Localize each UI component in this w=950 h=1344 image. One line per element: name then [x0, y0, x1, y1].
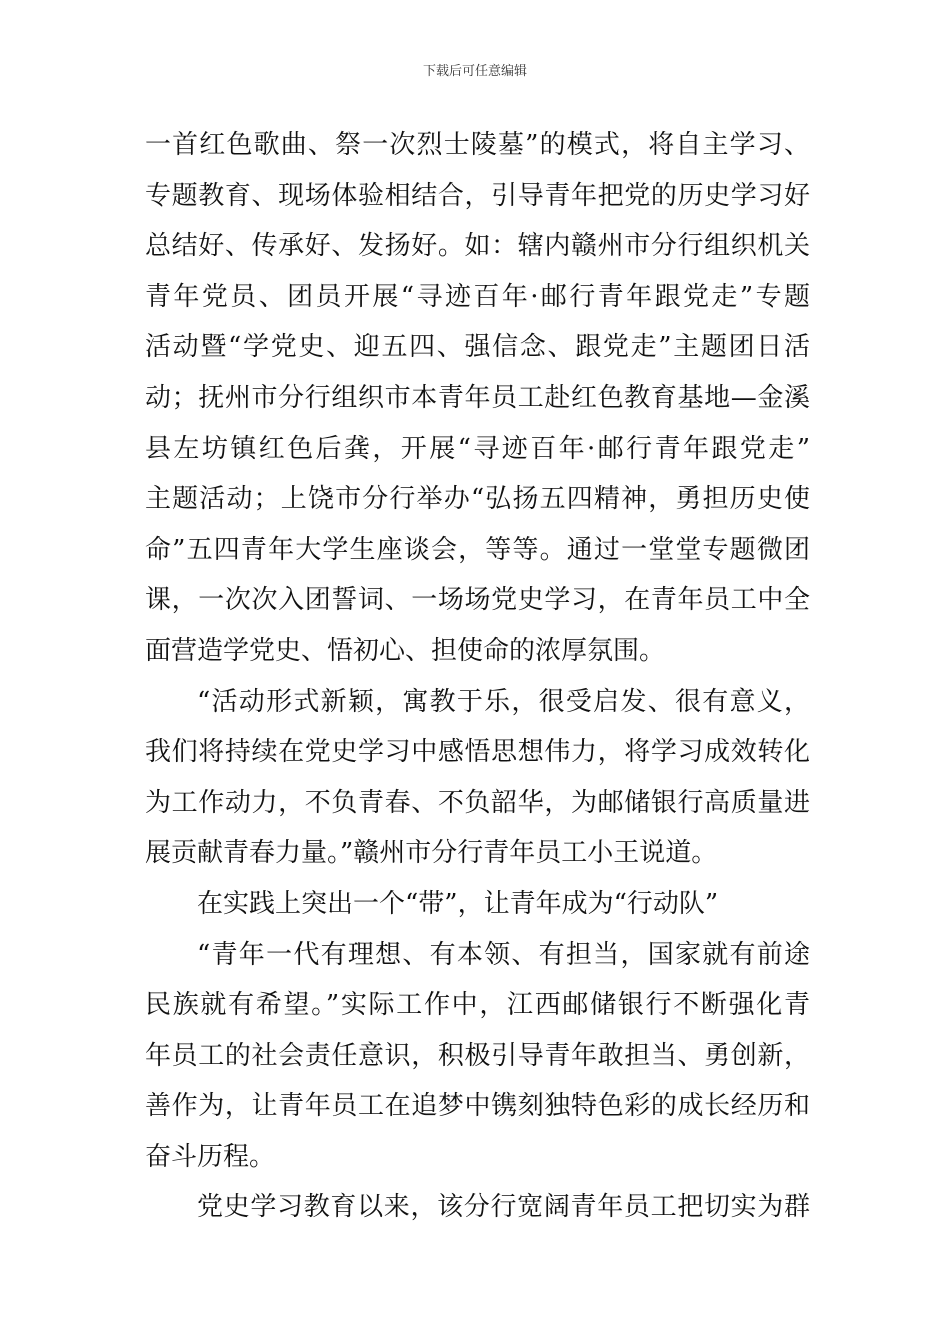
section-heading: 在实践上突出一个“带”，让青年成为“行动队”: [197, 888, 719, 919]
text-line: 县左坊镇红色后龚，开展“寻迹百年·邮行青年跟党走”: [145, 433, 810, 464]
text-line: 面营造学党史、悟初心、担使命的浓厚氛围。: [145, 635, 666, 666]
text-line-paragraph-start: “活动形式新颖，寓教于乐，很受启发、很有意义，: [197, 686, 810, 717]
text-line-paragraph-start: “青年一代有理想、有本领、有担当，国家就有前途: [197, 939, 810, 970]
text-line: 一首红色歌曲、祭一次烈士陵墓”的模式，将自主学习、: [145, 130, 810, 160]
text-line: 动；抚州市分行组织市本青年员工赴红色教育基地—金溪: [145, 382, 810, 413]
text-line: 青年党员、团员开展“寻迹百年·邮行青年跟党走”专题: [145, 281, 810, 312]
text-line: 奋斗历程。: [145, 1141, 276, 1172]
text-line-paragraph-start: 党史学习教育以来，该分行宽阔青年员工把切实为群: [197, 1192, 810, 1223]
text-line: 课，一次次入团誓词、一场场党史学习，在青年员工中全: [145, 585, 810, 616]
text-line: 展贡献青春力量。”赣州市分行青年员工小王说道。: [145, 838, 718, 869]
text-line: 主题活动；上饶市分行举办“弘扬五四精神，勇担历史使: [145, 484, 810, 515]
text-line: 总结好、传承好、发扬好。如：辖内赣州市分行组织机关: [145, 231, 810, 262]
text-line: 为工作动力，不负青春、不负韶华，为邮储银行高质量进: [145, 787, 810, 818]
page-header-note: 下载后可任意编辑: [422, 64, 527, 79]
text-line: 善作为，让青年员工在追梦中镌刻独特色彩的成长经历和: [145, 1091, 810, 1122]
text-line: 年员工的社会责任意识，积极引导青年敢担当、勇创新，: [145, 1040, 810, 1071]
document-body: [145, 120, 810, 1233]
text-line: 活动暨“学党史、迎五四、强信念、跟党走”主题团日活: [145, 332, 810, 363]
text-line: 民族就有希望。”实际工作中，江西邮储银行不断强化青: [145, 990, 810, 1021]
text-line: 我们将持续在党史学习中感悟思想伟力，将学习成效转化: [145, 737, 810, 768]
text-line: 专题教育、现场体验相结合，引导青年把党的历史学习好: [145, 180, 810, 211]
text-line: 命”五四青年大学生座谈会，等等。通过一堂堂专题微团: [145, 534, 810, 565]
